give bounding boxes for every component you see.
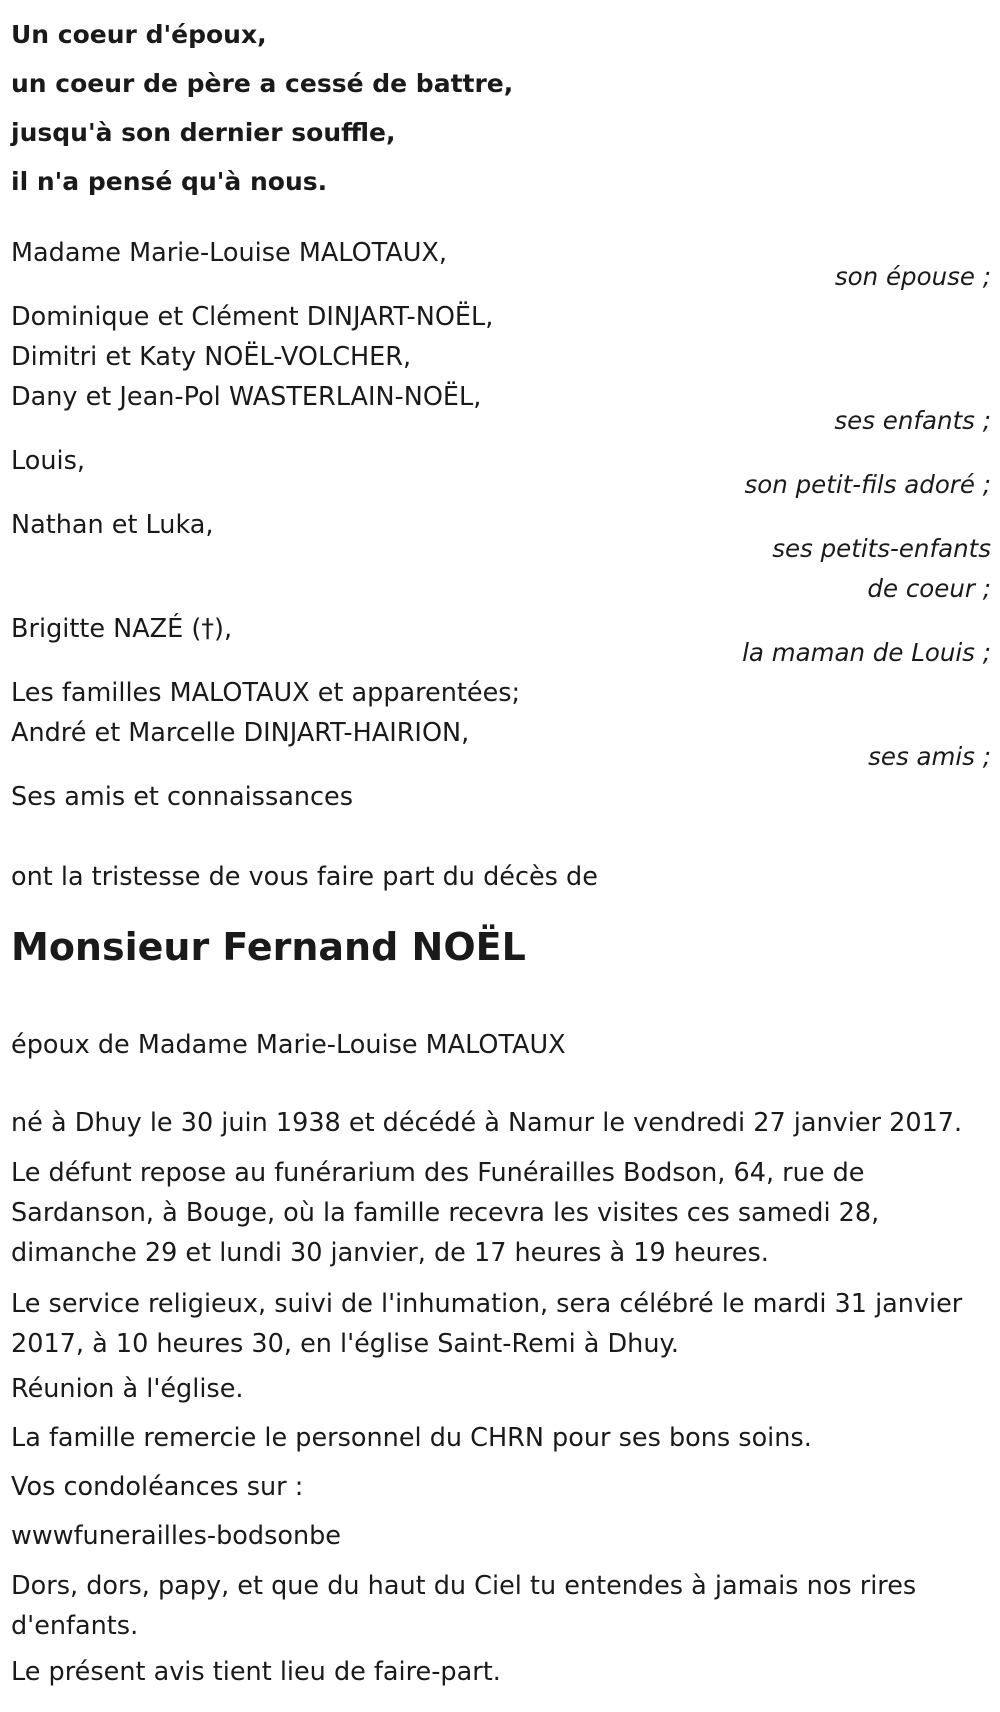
repose-paragraph xyxy=(11,1153,996,1273)
deceased-name: Monsieur Fernand NOËL xyxy=(11,925,526,969)
paragraph-line: 2017, à 10 heures 30, en l'église Saint-Remi à Dhuy. xyxy=(11,1329,680,1359)
poem-line: Un coeur d'époux, xyxy=(11,20,267,49)
grandson-name: Louis, xyxy=(11,446,85,476)
friends-role: ses amis ; xyxy=(868,742,991,771)
spouse-role: son épouse ; xyxy=(834,262,991,291)
heart-grandchildren-name: Nathan et Luka, xyxy=(11,510,214,540)
paragraph-line: Le service religieux, suivi de l'inhumation, sera célébré le mardi 31 janvier xyxy=(11,1289,963,1319)
families-line: Les familles MALOTAUX et apparentées; xyxy=(11,678,521,708)
spouse-name: Madame Marie-Louise MALOTAUX, xyxy=(11,238,447,268)
poem-line: un coeur de père a cessé de battre, xyxy=(11,69,514,98)
child-name: Dany et Jean-Pol WASTERLAIN-NOËL, xyxy=(11,382,482,412)
heart-grandchildren-role: ses petits-enfants xyxy=(772,534,991,563)
website-line: wwwfunerailles-bodsonbe xyxy=(11,1521,341,1551)
paragraph-line: d'enfants. xyxy=(11,1611,139,1641)
grandson-role: son petit-fils adoré ; xyxy=(744,470,991,499)
paragraph-line: Le défunt repose au funérarium des Funérailles Bodson, 64, rue de xyxy=(11,1158,865,1188)
child-name: Dominique et Clément DINJART-NOËL, xyxy=(11,302,494,332)
meeting-line: Réunion à l'église. xyxy=(11,1374,244,1404)
mother-name: Brigitte NAZÉ (†), xyxy=(11,614,233,644)
child-name: Dimitri et Katy NOËL-VOLCHER, xyxy=(11,342,412,372)
children-role: ses enfants ; xyxy=(834,406,991,435)
farewell-paragraph xyxy=(11,1566,996,1646)
acquaintances-line: Ses amis et connaissances xyxy=(11,782,354,812)
birth-death-line: né à Dhuy le 30 juin 1938 et décédé à Namur le vendredi 27 janvier 2017. xyxy=(11,1108,963,1138)
notice-line: Le présent avis tient lieu de faire-part. xyxy=(11,1657,501,1687)
paragraph-line: dimanche 29 et lundi 30 janvier, de 17 heures à 19 heures. xyxy=(11,1238,769,1268)
heart-grandchildren-role: de coeur ; xyxy=(867,574,991,603)
paragraph-line: Sardanson, à Bouge, où la famille recevra les visites ces samedi 28, xyxy=(11,1198,880,1228)
friends-names: André et Marcelle DINJART-HAIRION, xyxy=(11,718,470,748)
poem-line: jusqu'à son dernier souffle, xyxy=(11,118,396,147)
service-paragraph xyxy=(11,1284,996,1364)
announcement-line: ont la tristesse de vous faire part du décès de xyxy=(11,862,598,892)
deceased-spouse: époux de Madame Marie-Louise MALOTAUX xyxy=(11,1030,566,1060)
paragraph-line: Dors, dors, papy, et que du haut du Ciel tu entendes à jamais nos rires xyxy=(11,1571,917,1601)
thanks-line: La famille remercie le personnel du CHRN pour ses bons soins. xyxy=(11,1423,812,1453)
opening-poem xyxy=(11,10,513,206)
mother-role: la maman de Louis ; xyxy=(742,638,991,667)
poem-line: il n'a pensé qu'à nous. xyxy=(11,167,328,196)
condolences-line: Vos condoléances sur : xyxy=(11,1472,304,1502)
